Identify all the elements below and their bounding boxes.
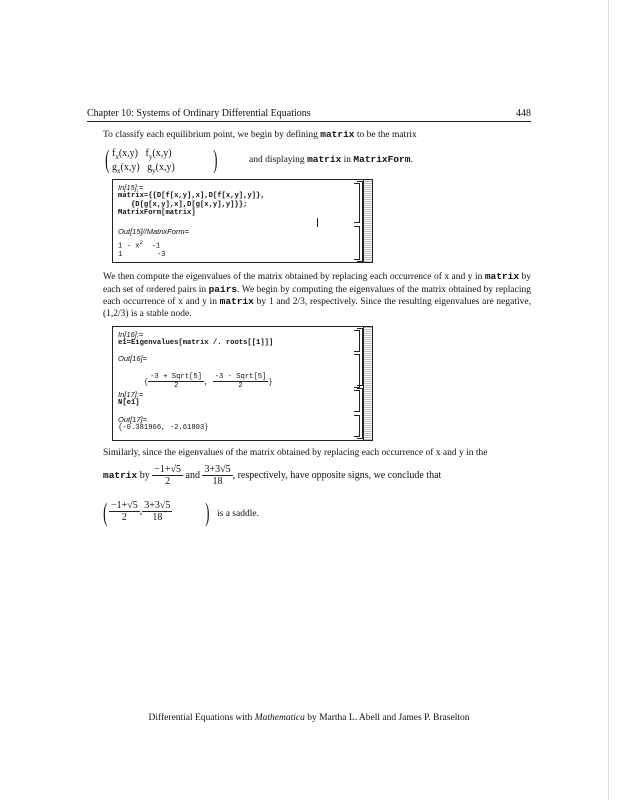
numerator: 3+3√5 (204, 464, 231, 475)
denominator: 2 (173, 382, 179, 390)
code-matrix: matrix (307, 154, 342, 165)
fraction (202, 464, 232, 487)
jacobian-args: (x,y) (152, 148, 172, 159)
eigen-numeric: {-0.381966, -2.61803} (118, 424, 209, 432)
page-number: 448 (516, 108, 531, 119)
code-matrix: matrix (219, 296, 254, 308)
jacobian-args: (x,y) (120, 162, 140, 173)
jacobian-sub: y (152, 167, 156, 175)
fraction (109, 500, 140, 523)
in-label: In[17]:= (118, 390, 144, 399)
chapter-title: Chapter 10: Systems of Ordinary Differential Equations (87, 108, 311, 119)
exponent: 2 (139, 239, 143, 246)
saddle-text: is a saddle. (217, 509, 259, 519)
intro-line (103, 129, 417, 140)
out-label: Out[16]= (118, 354, 147, 363)
fraction (213, 373, 269, 391)
left-paren: ( (105, 145, 110, 174)
body-text: , respectively, have opposite signs, we conclude that (232, 469, 442, 481)
jacobian-sub: x (117, 167, 121, 175)
jacobian-entry: f (145, 148, 149, 159)
out-label: Out[15]//MatrixForm= (118, 227, 190, 236)
matrix-entry: -3 (156, 250, 166, 259)
denominator: 2 (121, 512, 127, 523)
code-line: N[e1] (118, 399, 140, 407)
paragraph-1 (103, 271, 531, 320)
numerator: -3 - Sqrt[5] (214, 372, 267, 381)
body-text: by (137, 469, 153, 481)
code-line: e1=Eigenvalues[matrix /. roots[[1]]] (118, 339, 274, 347)
jacobian-entry: g (112, 162, 117, 173)
denominator: 2 (165, 476, 171, 487)
in-label: In[15]:= (118, 183, 144, 192)
in-label: In[16]:= (118, 330, 144, 339)
code-line: matrix={{D[f[x,y],x],D[f[x,y],y]}, (118, 192, 265, 200)
right-paren: ) (205, 498, 210, 527)
jacobian-sub: y (148, 153, 153, 161)
display-line (249, 154, 413, 165)
code-line: MatrixForm[matrix] (118, 209, 196, 217)
code-matrix: matrix (484, 271, 520, 282)
code-line: {D[g[x,y],x],D[g[x,y],y]}}; (118, 200, 248, 209)
fraction (148, 373, 204, 391)
denominator: 18 (212, 476, 223, 487)
display-text: in (341, 155, 354, 165)
brace: { (143, 378, 149, 387)
input-16[interactable] (118, 330, 332, 348)
paragraph-2-line-1 (103, 448, 531, 458)
out-label: Out[17]= (118, 415, 147, 424)
body-text: by each set of ordered pairs in (103, 272, 531, 295)
left-paren: ( (103, 498, 108, 527)
text-cursor (317, 218, 318, 227)
jacobian-entry: f (112, 148, 116, 159)
matrix-row-1 (118, 239, 332, 251)
code-matrix: matrix (320, 129, 355, 140)
matrix-entry: -1 (151, 242, 161, 251)
separator: , (203, 378, 213, 387)
jacobian-row-1 (112, 148, 172, 161)
scrollbar[interactable] (363, 327, 372, 440)
footer-text: by Martha L. Abell and James P. Braselton (304, 713, 470, 723)
display-text: . (410, 155, 413, 165)
jacobian-args: (x,y) (155, 162, 175, 173)
output-15[interactable] (118, 227, 332, 259)
jacobian-sub: x (115, 153, 119, 161)
saddle-coords (109, 500, 172, 523)
body-text: We then compute the eigenvalues of the matrix obtained by replacing each occurrence of x and y in (103, 272, 485, 282)
numerator: −1+√5 (154, 464, 181, 475)
body-text: Similarly, since the eigenvalues of the matrix obtained by replacing each occurrence of x and y in the (103, 448, 488, 458)
body-text: . We begin by computing the eigenvalues of the matrix obtained by replacing each occurrence of x and y in (103, 284, 532, 308)
separator: , (139, 505, 143, 517)
scrollbar[interactable] (363, 180, 372, 262)
input-15[interactable] (118, 183, 332, 218)
jacobian-entry: g (147, 162, 153, 173)
matrix-row-2 (118, 251, 332, 260)
input-17[interactable] (118, 390, 332, 408)
fraction (152, 464, 183, 487)
code-matrixform: MatrixForm (353, 154, 411, 165)
matrix-entry: 1 (118, 250, 123, 259)
code-pairs: pairs (208, 283, 238, 295)
running-header (87, 108, 531, 119)
footer-italic: Mathematica (254, 713, 305, 723)
footer (0, 713, 618, 723)
notebook-cell-16-17 (112, 326, 373, 441)
jacobian-args: (x,y) (118, 148, 139, 159)
page-edge (608, 0, 609, 800)
paragraph-2-line-2 (103, 464, 441, 487)
code-matrix: matrix (103, 469, 138, 481)
right-paren: ) (213, 145, 218, 174)
output-17[interactable] (118, 415, 332, 433)
body-text: and (183, 469, 203, 481)
notebook-cell-15 (112, 179, 373, 263)
jacobian-matrix (103, 145, 243, 177)
intro-text-after: to be the matrix (354, 130, 417, 140)
matrix-entry: 1 - x (118, 242, 140, 251)
saddle-point (103, 496, 303, 536)
jacobian-row-2 (112, 162, 175, 175)
body-text: by 1 and 2/3, respectively. Since the resulting eigenvalues are negative, (1,2/3) is a stable node. (103, 297, 531, 319)
header-rule (87, 121, 531, 122)
display-text: and displaying (249, 155, 308, 165)
numerator: −1+√5 (111, 500, 138, 511)
fraction (139, 500, 172, 523)
intro-text: To classify each equilibrium point, we begin by defining (103, 130, 321, 140)
brace: } (268, 378, 273, 387)
numerator: 3+3√5 (144, 500, 171, 511)
denominator: 2 (238, 382, 243, 390)
footer-text: Differential Equations with (148, 713, 255, 723)
numerator: -3 + Sqrt[5] (150, 372, 202, 381)
denominator: 18 (152, 512, 163, 523)
